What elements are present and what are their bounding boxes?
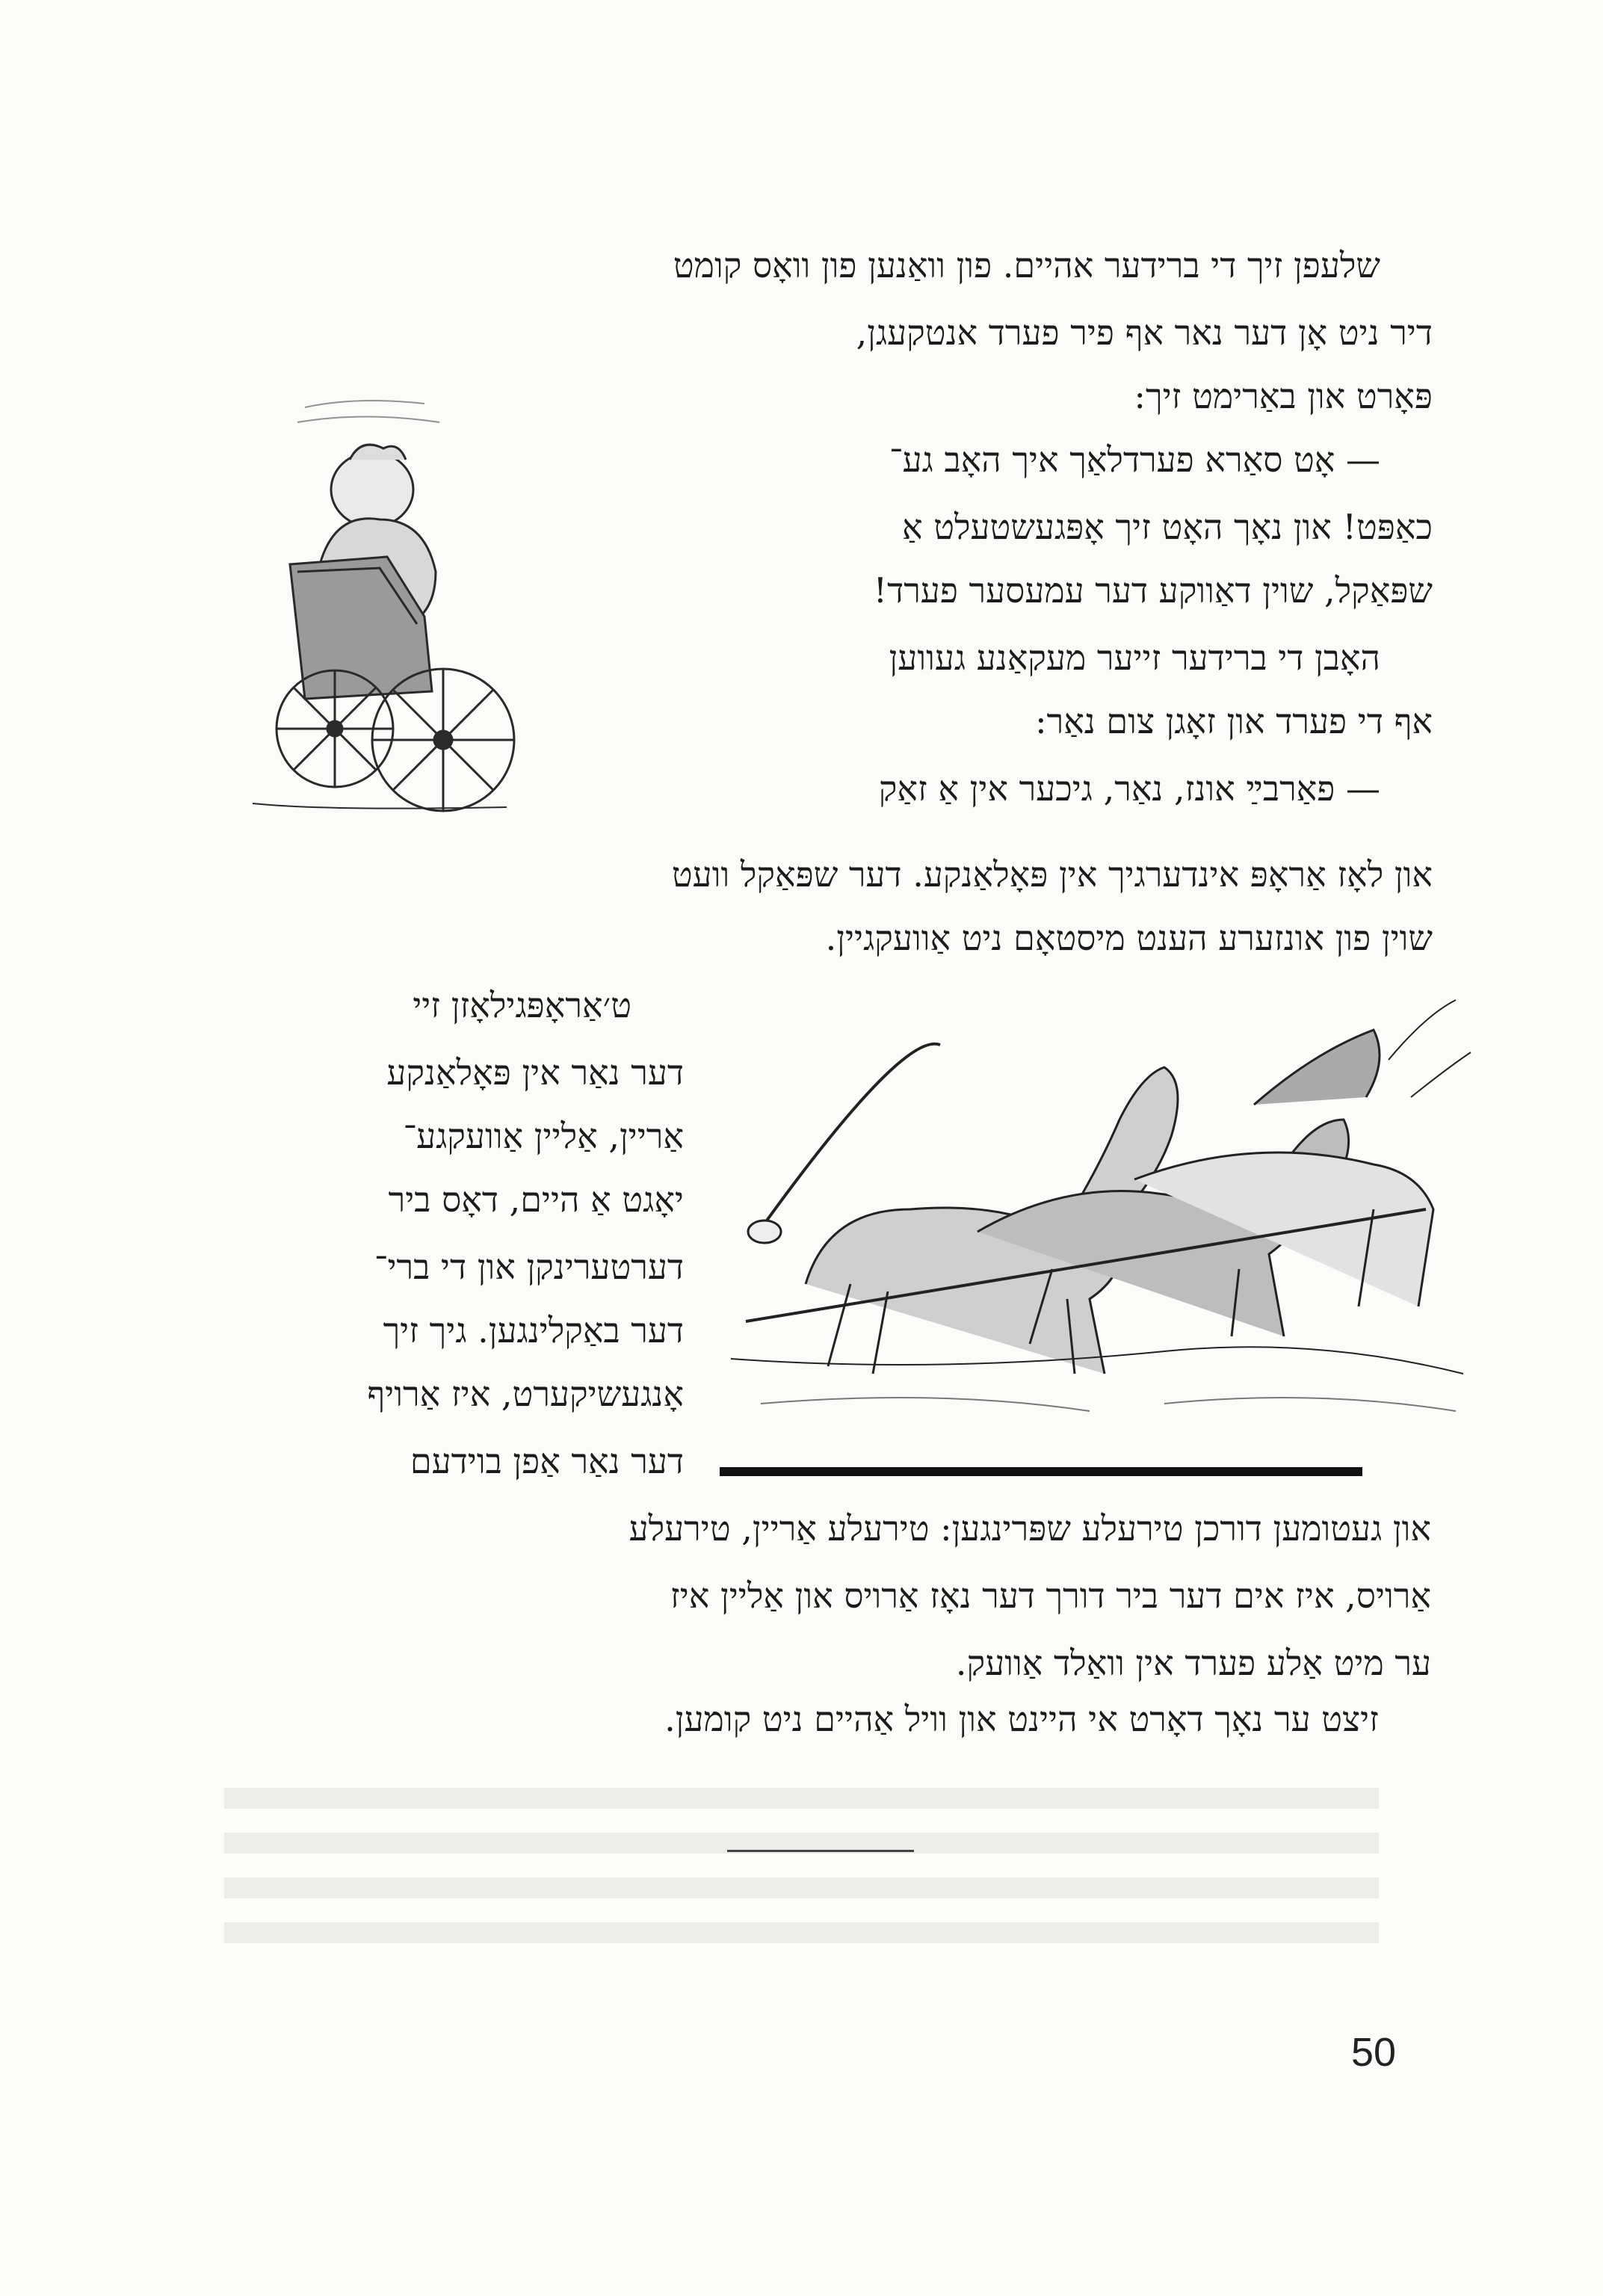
text-line-10: און לאָז אַראָפּ אינדערגיך אין פּאָלאַנקע. דער שפּאַקל וועט <box>671 854 1433 895</box>
text-line-19: דער נאַר אַפן בוידעם <box>410 1441 684 1481</box>
section-divider <box>727 1850 914 1852</box>
text-line-18: אָנגעשיקערט, איז אַרויף <box>367 1374 684 1414</box>
text-line-20: און געטומען דורכן טירעלע שפּרינגען: טירעלע אַריין, טירעלע <box>628 1508 1431 1549</box>
text-line-11: שוין פון אונזערע הענט מיסטאָם ניט אַוועקגיין. <box>825 918 1433 958</box>
text-line-23: זיצט ער נאָך דאָרט אי היינט און וויל אַהיים ניט קומען. <box>664 1699 1379 1739</box>
text-line-17: דער באַקלינגען. גיך זיך <box>383 1310 684 1351</box>
text-line-9: — פאַרבײַ אונז, נאַר, גיכער אין אַ זאַק <box>878 768 1380 809</box>
text-line-7: האָבן די ברידער זייער מעקאַנע געווען <box>889 638 1380 678</box>
horses-illustration <box>716 985 1478 1478</box>
text-line-3: פּאָרט און באַרימט זיך: <box>1134 376 1433 416</box>
text-line-6: שפּאַקל, שוין דאַווקע דער עמעסער פערד! <box>873 570 1433 611</box>
text-line-15: יאָגט אַ היים, דאָס ביר <box>388 1179 684 1220</box>
text-line-2: דיר ניט אָן דער נאר אף פיר פערד אנטקעגן, <box>856 312 1433 353</box>
bleed-through-text <box>224 1771 1379 1943</box>
text-line-14: אַריין, אַליין אַוועקגע־ <box>403 1116 684 1156</box>
text-line-16: דערטערינקן און די ברי־ <box>374 1247 684 1287</box>
page-number: 50 <box>1351 2030 1397 2075</box>
text-line-4: — אָט סאַרא פערדלאַך איך האָב גע־ <box>889 439 1380 480</box>
text-line-21: אַרויס, איז אים דער ביר דורך דער נאָז אַרויס און אַליין איז <box>670 1576 1431 1616</box>
text-line-1: שלעפן זיך די ברידער אהיים. פון וואַנען פון וואָס קומט <box>673 245 1380 286</box>
text-line-8: אף די פערד און זאָגן צום נאַר: <box>1035 701 1433 741</box>
text-line-22: ער מיט אַלע פערד אין וואַלד אַוועק. <box>955 1643 1431 1683</box>
cat-carriage-illustration <box>238 377 522 818</box>
text-line-5: כאַפּט! און נאָך האָט זיך אָפּגעשטעלט אַ <box>902 507 1433 547</box>
text-line-13: דער נאַר אין פּאָלאַנקע <box>386 1052 684 1093</box>
text-line-12: ט׳אַראָפּגילאָזן זיי <box>413 985 631 1025</box>
